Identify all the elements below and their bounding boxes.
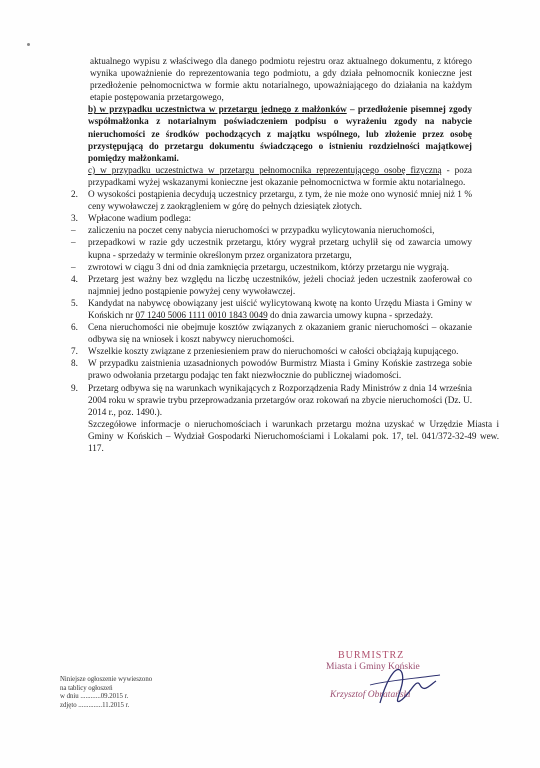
list-item bbox=[71, 382, 472, 418]
clause-c-text: - poza przypadkami wyżej wskazanymi konieczne jest okazanie pełnomocnictwa w formie aktu notarialnego. bbox=[88, 164, 473, 187]
dash-item-text: zaliczeniu na poczet ceny nabycia nieruchomości w przypadku wylicytowania nieruchomości, bbox=[88, 225, 435, 236]
list-item-text: W przypadku zaistnienia uzasadnionych powodów Burmistrz Miasta i Gminy Końskie zastrzega sobie prawo odwołania przetargu podając ten fakt niezwłocznie do publicznej wiadomości. bbox=[88, 358, 472, 381]
clause-b-text: – przedłożenie pisemnej zgody współmałżonka z notarialnym poświadczeniem podpisu o wyrażeniu zgody na nabycie nieruchomości ze środków pochodzących z majątku wspólnego, lub złożenie przez osobę przystępującą do przetargu dokumentu świadczącego o istnieniu rozdzielności majątkowej pomiędzy małżonkami. bbox=[88, 104, 473, 163]
list-item-number: 7. bbox=[71, 346, 78, 357]
dash-item-text: zwrotowi w ciągu 3 dni od dnia zamknięcia przetargu, uczestnikom, którzy przetargu nie wygrają. bbox=[88, 261, 449, 272]
stamp-office: Miasta i Gminy Końskie bbox=[326, 662, 420, 672]
handwritten-signature bbox=[340, 655, 450, 715]
list-item-text: Cena nieruchomości nie obejmuje kosztów związanych z okazaniem granic nieruchomości – okazanie odbywa się na wniosek i koszt nabywcy nieruchomości. bbox=[88, 322, 472, 345]
list-item-text-post: do dnia zawarcia umowy kupna - sprzedaży. bbox=[267, 309, 433, 320]
intro-paragraph: aktualnego wypisu z właściwego dla danego podmiotu rejestru oraz aktualnego dokumentu, z którego wynika upoważnienie do reprezentowania tego podmiotu, a gdy działa pełnomocnik konieczne jest przedłożenie pełnomocnictwa w formie aktu notarialnego, upoważniającego do działania na każdym etapie postępowania przetargowego, bbox=[90, 56, 472, 103]
list-item bbox=[71, 321, 472, 345]
clause-c bbox=[88, 164, 472, 188]
dash-item-text: przepadkowi w razie gdy uczestnik przetargu, który wygrał przetarg uchylił się od zawarcia umowy kupna - sprzedaży w terminie określonym przez organizatora przetargu, bbox=[88, 237, 472, 260]
bank-account-number: 07 1240 5006 1111 0010 1843 0049 bbox=[135, 309, 268, 320]
list-item-text: Przetarg jest ważny bez względu na liczbę uczestników, jeżeli chociaż jeden uczestnik zaoferował co najmniej jedno postąpienie powyżej ceny wywoławczej. bbox=[88, 273, 472, 296]
list-item-text: Wpłacone wadium podlega: bbox=[88, 213, 192, 224]
closing-paragraph: Szczegółowe informacje o nieruchomościach i warunkach przetargu można uzyskać w Urzędzie Miasta i Gminy w Końskich – Wydział Gospodarki Nieruchomościami i Lokalami pok. 17, tel. 041/372-32-49 wew. 117. bbox=[88, 418, 499, 453]
posting-note bbox=[60, 676, 152, 710]
list-item-number: 8. bbox=[71, 358, 78, 369]
list-item-text: Przetarg odbywa się na warunkach wynikających z Rozporządzenia Rady Ministrów z dnia 14 września 2004 roku w sprawie trybu przeprowadzania przetargów oraz rokowań na zbycie nieruchomości (Dz. U. 2014 r., poz. 1490.). bbox=[88, 382, 472, 417]
posting-note-line: na tablicy ogłoszeń bbox=[60, 684, 113, 692]
list-item bbox=[71, 345, 472, 357]
list-item bbox=[71, 357, 472, 381]
clause-b-label: b) w przypadku uczestnictwa w przetargu jednego z małżonków bbox=[88, 104, 347, 115]
list-item-text: Wszelkie koszty związane z przeniesieniem praw do nieruchomości w całości obciążają kupującego. bbox=[88, 346, 459, 357]
dash-item bbox=[71, 261, 472, 273]
dash-marker: – bbox=[71, 261, 76, 272]
list-item-number: 9. bbox=[71, 382, 78, 393]
clause-c-label: c) w przypadku uczestnictwa w przetargu pełnomocnika reprezentującego osobę fizyczną bbox=[88, 164, 442, 175]
list-item-text-pre: Kandydat na nabywcę obowiązany jest uiścić wylicytowaną kwotę na konto Urzędu Miasta i Gminy w Końskich nr bbox=[88, 297, 472, 320]
document-body bbox=[71, 55, 499, 454]
list-item bbox=[71, 188, 472, 212]
clause-b bbox=[88, 103, 472, 163]
dash-item bbox=[71, 236, 472, 260]
list-item-number: 2. bbox=[71, 189, 78, 200]
dash-item bbox=[71, 224, 472, 236]
dash-marker: – bbox=[71, 237, 76, 248]
posting-note-line: zdjęto ..............11.2015 r. bbox=[60, 701, 130, 709]
stamp-signatory: Krzysztof Obratański bbox=[330, 690, 411, 700]
list-item bbox=[71, 212, 472, 224]
list-item-number: 5. bbox=[71, 297, 78, 308]
list-item-number: 4. bbox=[71, 273, 78, 284]
posting-note-line: w dniu ............09.2015 r. bbox=[60, 693, 129, 701]
list-item bbox=[71, 297, 472, 321]
list-item-number: 6. bbox=[71, 322, 78, 333]
list-item bbox=[71, 273, 472, 297]
punch-mark bbox=[27, 43, 30, 46]
posting-note-line: Niniejsze ogłoszenie wywieszono bbox=[60, 676, 153, 683]
dash-marker: – bbox=[71, 225, 76, 236]
stamp-title: BURMISTRZ bbox=[338, 650, 405, 661]
list-item-number: 3. bbox=[71, 213, 78, 224]
list-item-text: O wysokości postąpienia decydują uczestnicy przetargu, z tym, że nie może ono wynosić mniej niż 1 % ceny wywoławczej z zaokrągleniem w górę do pełnych dziesiątek złotych. bbox=[88, 189, 472, 212]
